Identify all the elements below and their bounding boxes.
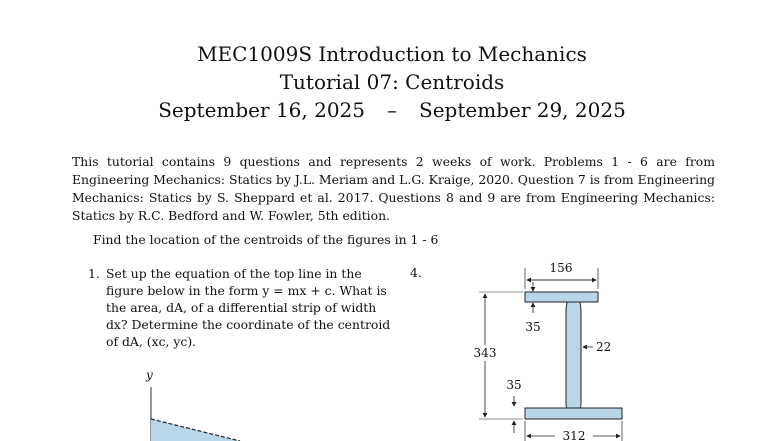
dim-web: 22 xyxy=(596,340,612,354)
ibeam-shape xyxy=(525,292,622,419)
course-title: MEC1009S Introduction to Mechanics xyxy=(197,42,587,66)
dim-bottom-flange: 35 xyxy=(506,378,522,392)
dim-bottom-width: 312 xyxy=(562,429,586,441)
question-1 xyxy=(88,265,392,350)
dim-height: 343 xyxy=(473,346,497,360)
question-1-text: Set up the equation of the top line in the figure below in the form y = mx + c. What is the area, dA, of a differential strip of width dx? Determine the coordinate of the centroid of dA, (xc, yc). xyxy=(106,266,391,349)
y-axis-label: y xyxy=(146,368,153,382)
question-4-number: 4. xyxy=(410,265,422,280)
figure-4-ibeam xyxy=(465,255,645,441)
start-date: September 16, 2025 xyxy=(158,98,365,122)
figure-1 xyxy=(130,365,260,441)
question-1-number: 1. xyxy=(88,266,100,281)
end-date: September 29, 2025 xyxy=(419,98,626,122)
tutorial-title: Tutorial 07: Centroids xyxy=(279,70,505,94)
instruction-text: Find the location of the centroids of the figures in 1 - 6 xyxy=(93,232,439,247)
date-separator: – xyxy=(387,98,397,122)
dim-top-flange: 35 xyxy=(525,320,541,334)
date-range xyxy=(0,96,784,124)
intro-paragraph: This tutorial contains 9 questions and represents 2 weeks of work. Problems 1 - 6 are from Engineering Mechanics: Statics by J.L. Meriam and L.G. Kraige, 2020. Question 7 is from Engineering Mechanics: Statics by S. Sheppard et al. 2017. Questions 8 and 9 are from Engineering Mechanics: Statics by R.C. Bedford and W. Fowler, 5th edition. xyxy=(72,154,715,223)
dim-top-width: 156 xyxy=(549,261,573,275)
title-block xyxy=(0,40,784,124)
